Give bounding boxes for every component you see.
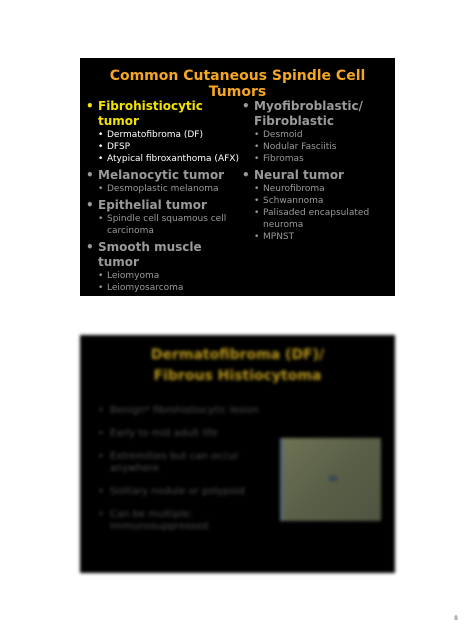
list-item: • Extremities but can occur anywhere [98,451,239,474]
list-item: • Neurofibroma [254,184,325,194]
page-number: 8 [454,615,458,622]
slide-2-title-line-1: Dermatofibroma (DF)/ [150,347,325,363]
slide-1-title: Common Cutaneous Spindle Cell Tumors [109,68,366,100]
list-item: • Fibromas [254,154,304,164]
slide-1 [80,58,395,296]
list-item: • DFSP [98,142,131,152]
list-item: • Can be multiple: immunosuppressed [98,509,209,532]
list-item: • MPNST [254,232,295,242]
category-myofibroblastic: • Myofibroblastic/ Fibroblastic [242,99,363,128]
category-fibrohistiocytic: • Fibrohistiocytic tumor [86,99,203,128]
slide-2-title [80,345,395,387]
category-epithelial: • Epithelial tumor [86,198,207,212]
list-item: • Schwannoma [254,196,324,206]
list-item: • Leiomyoma [98,271,160,281]
list-item: • Dermatofibroma (DF) [98,130,203,140]
list-item: • Benign* fibrohistiocytic lesion [98,405,259,416]
slide-2-title-line-2: Fibrous Histiocytoma [153,368,322,384]
list-item: • Solitary nodule or polypoid [98,486,245,497]
category-neural: • Neural tumor [242,168,344,182]
list-item: • Atypical fibroxanthoma (AFX) [98,154,239,164]
list-item: • Palisaded encapsulated neuroma [254,208,370,230]
lesion-spot [328,475,338,482]
list-item: • Early to mid adult life [98,428,218,439]
slide-2 [80,335,395,573]
list-item: • Desmoid [254,130,303,140]
list-item: • Nodular Fasciitis [254,142,337,152]
category-smooth-muscle: • Smooth muscle tumor [86,240,202,269]
right-column [242,96,392,243]
category-melanocytic: • Melanocytic tumor [86,168,225,182]
list-item: • Desmoplastic melanoma [98,184,219,194]
slide-2-bullet-list [98,405,268,544]
list-item: • Spindle cell squamous cell carcinoma [98,214,227,236]
left-column [86,96,246,294]
list-item: • Leiomyosarcoma [98,283,184,293]
clinical-photo [280,438,381,521]
